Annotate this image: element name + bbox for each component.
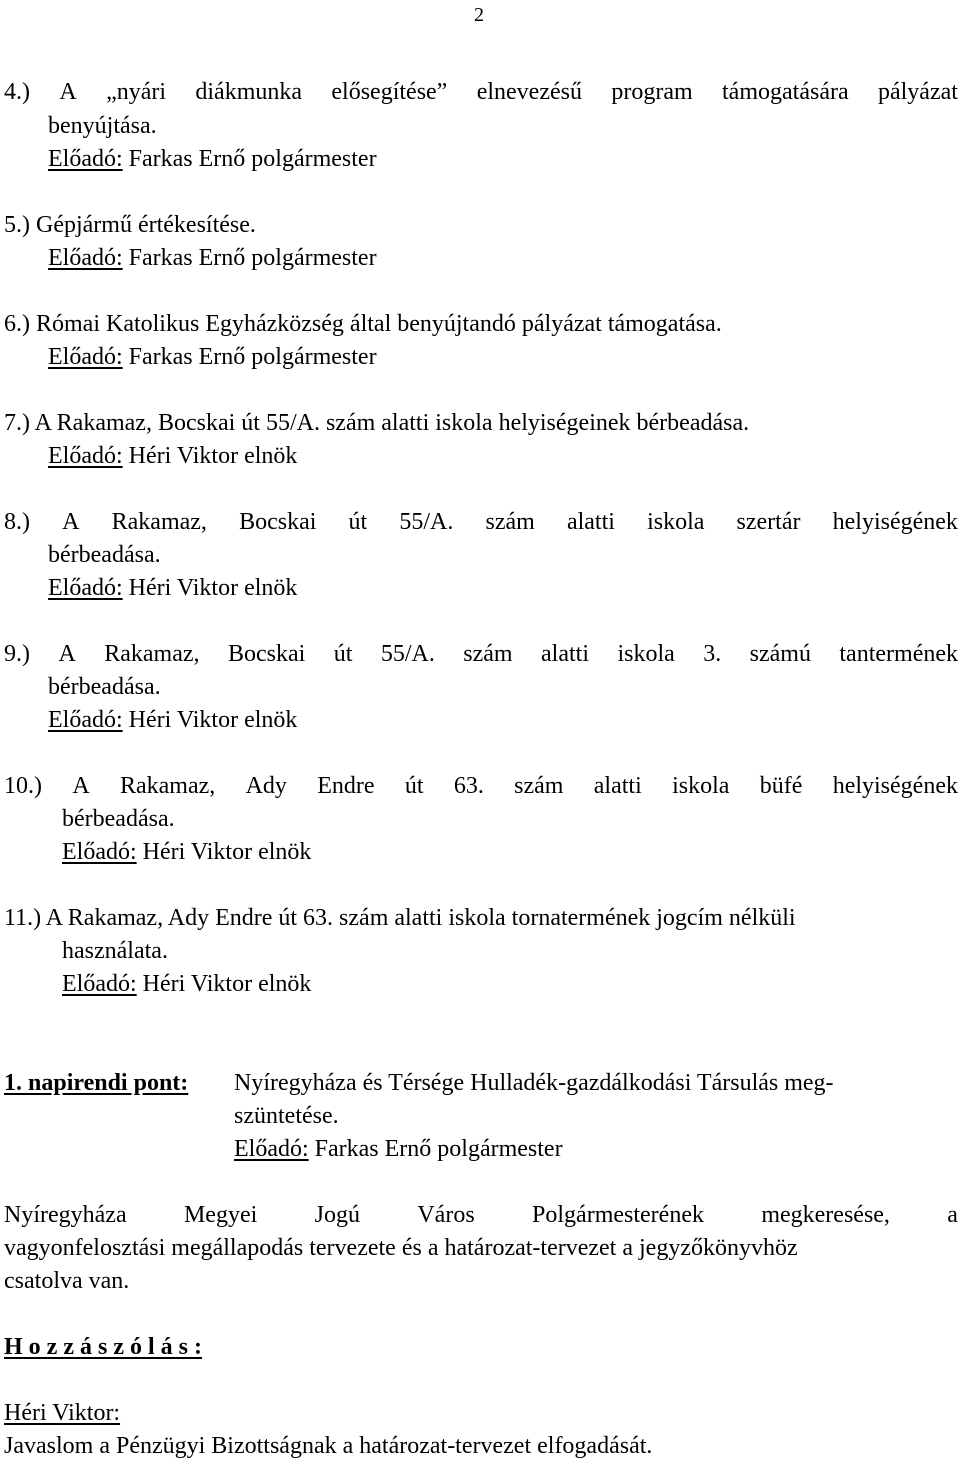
item-4-text-word: A <box>59 79 77 105</box>
paragraph-line-3: csatolva van. <box>4 1268 130 1294</box>
agenda-point-title-line-2: szüntetése. <box>234 1103 339 1129</box>
item-8-line-2: bérbeadása. <box>48 542 161 568</box>
item-5-presenter <box>48 246 377 270</box>
item-8-text-word: út <box>348 509 368 535</box>
item-10-text-word: 63. <box>453 773 484 799</box>
item-4-line-1 <box>4 80 958 104</box>
item-9-text-word: szám <box>463 641 513 667</box>
paragraph-text-word: Nyíregyháza <box>4 1202 127 1228</box>
item-10-text-word: 10.) <box>4 773 42 799</box>
item-9-text-word: tantermének <box>839 641 958 667</box>
item-9-text-word: 55/A. <box>380 641 435 667</box>
presenter-label: Előadó: <box>48 443 123 469</box>
item-4-text-word: program <box>611 79 693 105</box>
paragraph-line-2: vagyonfelosztási megállapodás tervezete és a határozat-tervezet a jegyzőkönyvhöz <box>4 1235 798 1261</box>
presenter-label: Előadó: <box>234 1136 309 1162</box>
speech-text: Javaslom a Pénzügyi Bizottságnak a határozat-tervezet elfogadását. <box>4 1433 653 1459</box>
item-10-text-word: út <box>404 773 424 799</box>
item-8-text-word: Rakamaz, <box>111 509 207 535</box>
presenter-name: Héri Viktor elnök <box>136 839 312 865</box>
item-9-presenter <box>48 708 297 732</box>
presenter-label: Előadó: <box>48 344 123 370</box>
item-4-text-word: elősegítése” <box>331 79 448 105</box>
paragraph-text-word: Város <box>417 1202 475 1228</box>
item-7-line-1: 7.) A Rakamaz, Bocskai út 55/A. szám alatti iskola helyiségeinek bérbeadása. <box>4 410 750 436</box>
item-5-line-1: 5.) Gépjármű értékesítése. <box>4 212 256 238</box>
item-8-line-1 <box>4 510 958 534</box>
page-number: 2 <box>474 4 484 26</box>
presenter-name: Héri Viktor elnök <box>122 707 298 733</box>
paragraph-text-word: Megyei <box>183 1202 258 1228</box>
presenter-name: Farkas Ernő polgármester <box>122 245 377 271</box>
item-8-text-word: szertár <box>736 509 801 535</box>
item-8-text-word: 55/A. <box>399 509 454 535</box>
item-10-presenter <box>62 840 311 864</box>
item-9-text-word: út <box>333 641 353 667</box>
paragraph-text-word: a <box>947 1202 958 1228</box>
item-8-text-word: A <box>62 509 80 535</box>
item-4-presenter <box>48 147 377 171</box>
item-9-text-word: Rakamaz, <box>104 641 200 667</box>
item-8-text-word: iskola <box>647 509 705 535</box>
item-9-line-1 <box>4 642 958 666</box>
item-10-text-word: Rakamaz, <box>119 773 216 799</box>
item-4-text-word: elnevezésű <box>476 79 582 105</box>
item-11-line-1: 11.) A Rakamaz, Ady Endre út 63. szám alatti iskola tornatermének jogcím nélküli <box>4 905 796 931</box>
item-4-text-word: diákmunka <box>195 79 303 105</box>
item-6-line-1: 6.) Római Katolikus Egyházközség által benyújtandó pályázat támogatása. <box>4 311 722 337</box>
item-8-presenter <box>48 576 297 600</box>
presenter-label: Előadó: <box>48 707 123 733</box>
presenter-label: Előadó: <box>48 575 123 601</box>
presenter-name: Farkas Ernő polgármester <box>122 146 377 172</box>
presenter-name: Héri Viktor elnök <box>136 971 312 997</box>
agenda-point-label: 1. napirendi pont: <box>4 1070 189 1096</box>
item-10-line-1 <box>4 774 958 798</box>
item-9-text-word: alatti <box>541 641 589 667</box>
item-10-line-2: bérbeadása. <box>62 806 175 832</box>
presenter-label: Előadó: <box>48 146 123 172</box>
item-10-text-word: alatti <box>593 773 642 799</box>
item-10-text-word: szám <box>514 773 564 799</box>
presenter-label: Előadó: <box>62 971 137 997</box>
item-4-text-word: „nyári <box>106 79 167 105</box>
paragraph-text-word: Jogú <box>314 1202 360 1228</box>
speaker-name: Héri Viktor: <box>4 1400 121 1426</box>
item-11-line-2: használata. <box>62 938 168 964</box>
presenter-name: Farkas Ernő polgármester <box>122 344 377 370</box>
presenter-name: Héri Viktor elnök <box>122 443 298 469</box>
item-4-text-word: pályázat <box>877 79 958 105</box>
agenda-point-heading <box>4 1071 188 1095</box>
item-9-line-2: bérbeadása. <box>48 674 161 700</box>
presenter-label: Előadó: <box>62 839 137 865</box>
item-6-presenter <box>48 345 377 369</box>
item-10-text-word: iskola <box>672 773 730 799</box>
paragraph-text-word: megkeresése, <box>761 1202 890 1228</box>
item-4-line-2: benyújtása. <box>48 113 157 139</box>
item-10-text-word: Endre <box>317 773 375 799</box>
item-9-text-word: 3. <box>703 641 722 667</box>
item-10-text-word: Ady <box>245 773 287 799</box>
item-8-text-word: Bocskai <box>239 509 317 535</box>
item-9-text-word: A <box>58 641 76 667</box>
paragraph-line-1 <box>4 1203 958 1227</box>
item-8-text-word: szám <box>485 509 535 535</box>
item-8-text-word: helyiségének <box>832 509 958 535</box>
agenda-point-title-line-1: Nyíregyháza és Térsége Hulladék-gazdálkodási Társulás meg- <box>234 1070 834 1096</box>
item-9-text-word: számú <box>749 641 811 667</box>
agenda-point-presenter <box>234 1137 563 1161</box>
item-9-text-word: Bocskai <box>227 641 306 667</box>
item-4-text-word: 4.) <box>4 79 30 105</box>
item-11-presenter <box>62 972 311 996</box>
presenter-name: Farkas Ernő polgármester <box>308 1136 563 1162</box>
presenter-name: Héri Viktor elnök <box>122 575 298 601</box>
presenter-label: Előadó: <box>48 245 123 271</box>
item-7-presenter <box>48 444 297 468</box>
item-8-text-word: 8.) <box>4 509 30 535</box>
item-4-text-word: támogatására <box>722 79 849 105</box>
item-10-text-word: A <box>72 773 90 799</box>
item-8-text-word: alatti <box>566 509 615 535</box>
discussion-heading: H o z z á s z ó l á s : <box>4 1334 202 1360</box>
paragraph-text-word: Polgármesterének <box>532 1202 704 1228</box>
item-9-text-word: iskola <box>617 641 675 667</box>
item-9-text-word: 9.) <box>4 641 30 667</box>
item-10-text-word: büfé <box>759 773 803 799</box>
item-10-text-word: helyiségének <box>832 773 958 799</box>
